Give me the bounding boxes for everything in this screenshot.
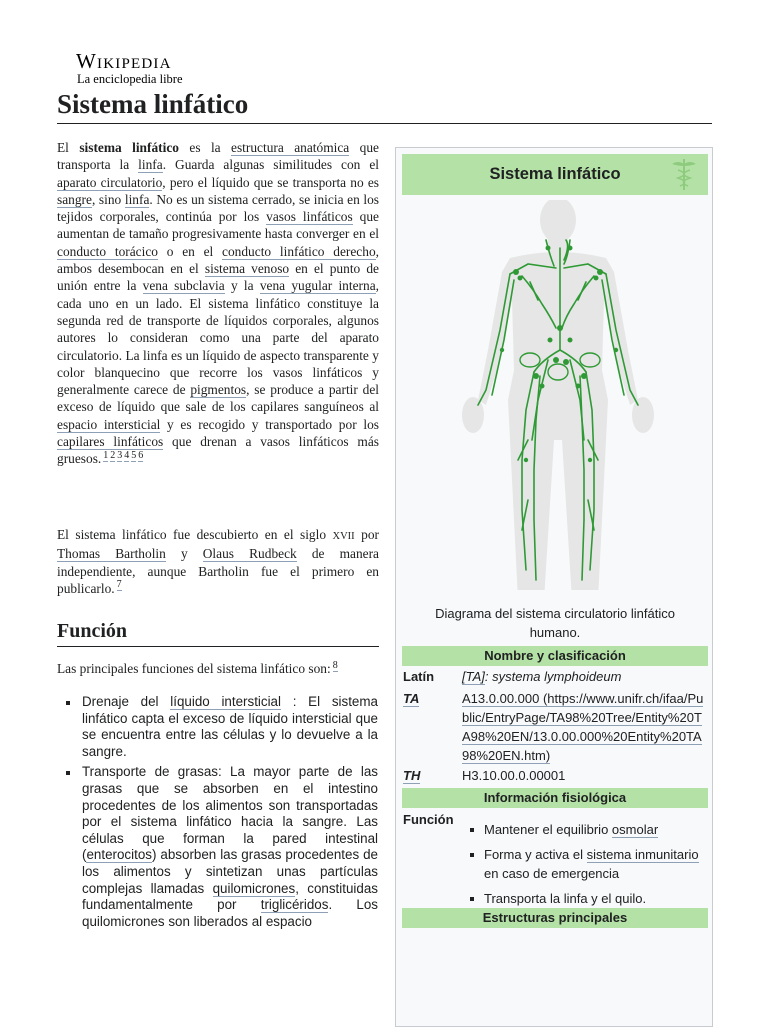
bullet (66, 701, 70, 705)
link-trigliceridos[interactable]: triglicéridos (260, 897, 329, 913)
list-item (66, 764, 378, 930)
link-liquido-intersticial[interactable]: líquido intersticial (170, 694, 281, 709)
lymphatic-system-diagram (438, 200, 678, 590)
text: . No es un sistema cerrado, se inicia en los tejidos corporales, continúa por los (57, 191, 379, 225)
text: ) absorben las grasas procedentes de los alimentos y sintetizan unas partículas complejas llamadas (82, 847, 378, 896)
text: y la (224, 278, 260, 294)
link-sistema-venoso[interactable]: sistema venoso (204, 261, 290, 277)
ref-8[interactable]: 8 (332, 659, 338, 671)
text: que transporta la (57, 140, 379, 173)
text: en caso de emergencia (484, 866, 620, 881)
link-sistema-inmunitario[interactable]: sistema inmunitario (586, 847, 699, 862)
link-osmolar[interactable]: osmolar (611, 822, 659, 837)
ref-4[interactable]: 4 (124, 449, 130, 461)
list-item (466, 820, 706, 839)
label-th[interactable]: TH (403, 768, 421, 783)
section-estructuras-principales: Estructuras principales (402, 908, 708, 928)
text: en el punto de unión entre la (57, 261, 379, 294)
text: , cada uno en un lado. El sistema linfático constituye la segunda red de transporte de líquidos corporales, algunos autores lo consideran como una parte del aparato circulatorio. La linfa es un líquido de aspecto transparente y color blanquecino que recorre los vasos linfáticos y generalmente carece de (57, 278, 380, 398)
infobox-title-text: Sistema linfático (489, 165, 621, 183)
text: es la (178, 140, 232, 155)
history-paragraph (57, 526, 379, 597)
page-title: Sistema linfático (57, 86, 712, 124)
list-item (466, 889, 706, 908)
bullet (470, 853, 474, 857)
logo-wordmark: Wikipedia (76, 49, 172, 73)
text: y es recogido y transportado por los (160, 416, 379, 432)
text: Transporta la linfa y el quilo. (484, 891, 647, 906)
section-nombre-clasificacion: Nombre y clasificación (402, 646, 708, 666)
ref-7[interactable]: 7 (116, 579, 122, 591)
latin-name: : systema lymphoideum (484, 669, 622, 684)
caduceus-icon (666, 156, 702, 192)
ref-5[interactable]: 5 (131, 449, 137, 461)
label-ta[interactable]: TA (403, 691, 420, 706)
text: Drenaje del (82, 694, 171, 709)
text: . Los quilomicrones son liberados al espacio (82, 897, 378, 929)
body-silhouette (462, 200, 654, 590)
value-ta (462, 689, 708, 765)
link-linfa[interactable]: linfa (138, 157, 163, 173)
section-heading-funcion: Función (57, 618, 379, 647)
value-latin (462, 667, 708, 686)
link-linfa-2[interactable]: linfa (124, 191, 150, 207)
text: de manera independiente, aunque Bartholin fue el primero en publicarlo. (57, 546, 379, 596)
text: que aumentan de tamaño progresivamente hasta converger en el (57, 209, 380, 242)
text: que drenan a vasos linfáticos más gruesos. (57, 434, 379, 467)
link-vasos-linfaticos[interactable]: vasos linfáticos (266, 209, 353, 225)
list-item (466, 845, 706, 883)
intro-paragraph (57, 139, 379, 468)
century: XVII (332, 531, 355, 542)
bullet (470, 828, 474, 832)
link-estructura-anatomica[interactable]: estructura anatómica (231, 140, 350, 155)
text: Las principales funciones del sistema linfático son: (57, 661, 331, 676)
text: : El sistema linfático capta el exceso de líquido intersticial que se encuentra entre las células y lo devuelve a la sangre. (82, 694, 378, 759)
section-informacion-fisiologica: Información fisiológica (402, 788, 708, 808)
infobox-caption: Diagrama del sistema circulatorio linfático humano. (435, 606, 675, 640)
text: y (165, 546, 203, 562)
link-espacio-intersticial[interactable]: espacio intersticial (57, 416, 161, 432)
label-funcion: Función (403, 812, 454, 827)
text: , ambos desembocan en el (57, 243, 379, 277)
ref-6[interactable]: 6 (138, 449, 144, 461)
logo-tagline: La enciclopedia libre (77, 72, 183, 86)
text: por (354, 527, 379, 542)
text: o en el (157, 243, 223, 259)
text: Mantener el equilibrio (484, 822, 612, 837)
ref-1[interactable]: 1 (103, 449, 109, 461)
infobox-title (402, 154, 708, 195)
wikipedia-logo[interactable] (76, 50, 183, 86)
link-capilares-linfaticos[interactable]: capilares linfáticos (57, 434, 164, 450)
funcion-intro (57, 660, 379, 677)
text: El (57, 140, 80, 155)
text: . Guarda algunas similitudes con el (162, 157, 379, 173)
link-quilomicrones[interactable]: quilomicrones (212, 880, 296, 896)
link-ta-url[interactable]: A13.0.00.000 (https://www.unifr.ch/ifaa/Public/EntryPage/TA98%20Tree/Entity%20TA98%20EN/13.0.00.000%20Entity%20TA98%20EN.htm) (462, 691, 704, 763)
value-th: H3.10.00.0.00001 (462, 768, 566, 783)
text: El sistema linfático fue descubierto en el siglo (57, 527, 333, 542)
text: , sino (91, 191, 125, 207)
label-latin: Latín (403, 669, 435, 684)
link-olaus-rudbeck[interactable]: Olaus Rudbeck (202, 546, 297, 562)
link-pigmentos[interactable]: pigmentos (190, 382, 247, 398)
link-thomas-bartholin[interactable]: Thomas Bartholin (57, 546, 166, 562)
funcion-list (66, 694, 378, 934)
infobox (395, 147, 713, 1027)
bullet (66, 771, 70, 775)
link-enterocitos[interactable]: enterocitos (86, 847, 152, 863)
link-sangre[interactable]: sangre (57, 191, 92, 207)
link-vena-subclavia[interactable]: vena subclavia (142, 278, 225, 294)
text: Forma y activa el (484, 847, 587, 862)
text: , pero el líquido que se transporta no es (162, 174, 379, 190)
link-ta[interactable]: [TA] (462, 669, 485, 684)
funcion-values-list (466, 820, 706, 914)
bullet (470, 897, 474, 901)
text: , constituidas fundamentalmente por (82, 880, 378, 913)
ref-3[interactable]: 3 (117, 449, 123, 461)
ref-2[interactable]: 2 (110, 449, 116, 461)
list-item (66, 694, 378, 760)
link-conducto-linfatico-derecho[interactable]: conducto linfático derecho (222, 243, 376, 259)
text: , se produce a partir del exceso de líquido que sale de los capilares sanguíneos al (57, 382, 379, 415)
link-conducto-toracico[interactable]: conducto torácico (57, 243, 158, 259)
link-vena-yugular-interna[interactable]: vena yugular interna (259, 278, 376, 294)
text: Transporte de grasas: La mayor parte de las grasas que se absorben en el intestino procedentes de los alimentos son transportadas por el sistema linfático hacia la sangre. Las células que forman la pared intestinal ( (82, 764, 378, 863)
term-bold: sistema linfático (79, 140, 179, 155)
link-aparato-circulatorio[interactable]: aparato circulatorio (57, 174, 163, 190)
